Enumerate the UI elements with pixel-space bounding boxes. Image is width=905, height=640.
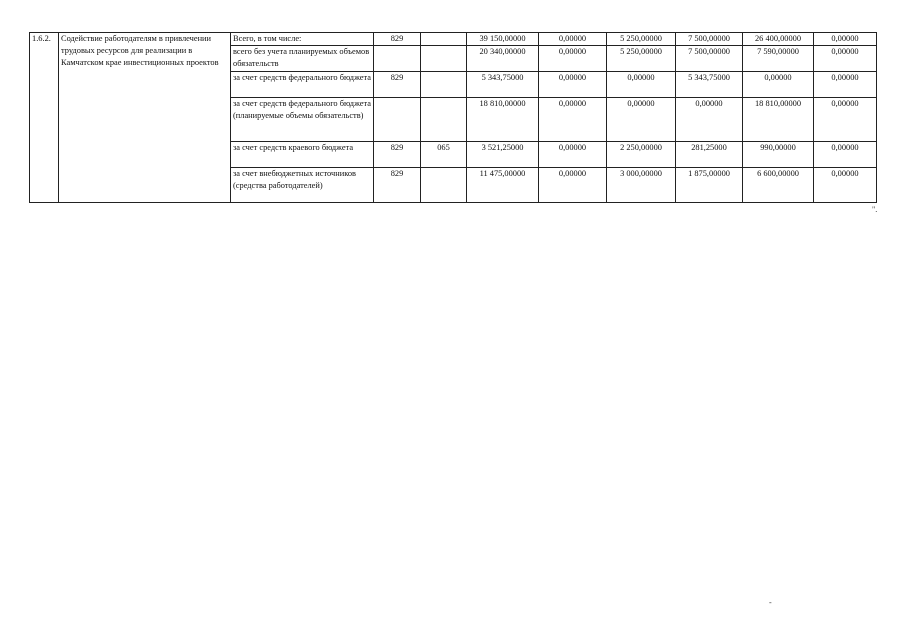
year-value-4: 0,00000 xyxy=(743,72,814,98)
year-value-2: 2 250,00000 xyxy=(607,142,676,168)
year-value-5: 0,00000 xyxy=(814,72,877,98)
year-value-3: 7 500,00000 xyxy=(676,46,743,72)
year-value-3: 1 875,00000 xyxy=(676,168,743,203)
year-value-3: 281,25000 xyxy=(676,142,743,168)
funding-source-label: Всего, в том числе: xyxy=(231,33,374,46)
year-value-5: 0,00000 xyxy=(814,168,877,203)
year-value-1: 0,00000 xyxy=(539,168,607,203)
year-value-5: 0,00000 xyxy=(814,142,877,168)
year-value-4: 18 810,00000 xyxy=(743,98,814,142)
program-code xyxy=(421,33,467,46)
year-value-4: 6 600,00000 xyxy=(743,168,814,203)
footer-dash-mark: - xyxy=(769,598,772,607)
year-value-2: 0,00000 xyxy=(607,98,676,142)
year-value-1: 0,00000 xyxy=(539,72,607,98)
budget-table xyxy=(29,32,877,203)
year-value-2: 5 250,00000 xyxy=(607,33,676,46)
table-row xyxy=(30,33,877,46)
year-value-3: 5 343,75000 xyxy=(676,72,743,98)
total-value: 11 475,00000 xyxy=(467,168,539,203)
year-value-3: 7 500,00000 xyxy=(676,33,743,46)
grbs-code: 829 xyxy=(374,142,421,168)
year-value-1: 0,00000 xyxy=(539,46,607,72)
funding-source-label: за счет средств краевого бюджета xyxy=(231,142,374,168)
year-value-5: 0,00000 xyxy=(814,33,877,46)
year-value-5: 0,00000 xyxy=(814,46,877,72)
funding-source-label: за счет средств федерального бюджета xyxy=(231,72,374,98)
total-value: 3 521,25000 xyxy=(467,142,539,168)
grbs-code xyxy=(374,46,421,72)
year-value-4: 26 400,00000 xyxy=(743,33,814,46)
funding-source-label: за счет внебюджетных источников (средства работодателей) xyxy=(231,168,374,203)
total-value: 18 810,00000 xyxy=(467,98,539,142)
grbs-code: 829 xyxy=(374,33,421,46)
total-value: 39 150,00000 xyxy=(467,33,539,46)
year-value-1: 0,00000 xyxy=(539,98,607,142)
grbs-code: 829 xyxy=(374,72,421,98)
program-code: 065 xyxy=(421,142,467,168)
year-value-2: 5 250,00000 xyxy=(607,46,676,72)
grbs-code: 829 xyxy=(374,168,421,203)
year-value-1: 0,00000 xyxy=(539,142,607,168)
closing-quote-mark: ". xyxy=(872,205,878,214)
year-value-4: 990,00000 xyxy=(743,142,814,168)
program-code xyxy=(421,72,467,98)
year-value-1: 0,00000 xyxy=(539,33,607,46)
measure-title: Содействие работодателям в привлечении трудовых ресурсов для реализации в Камчатском крае инвестиционных проектов xyxy=(59,33,231,203)
funding-source-label: за счет средств федерального бюджета (планируемые объемы обязательств) xyxy=(231,98,374,142)
program-code xyxy=(421,46,467,72)
funding-source-label: всего без учета планируемых объемов обязательств xyxy=(231,46,374,72)
year-value-2: 0,00000 xyxy=(607,72,676,98)
year-value-2: 3 000,00000 xyxy=(607,168,676,203)
measure-number: 1.6.2. xyxy=(30,33,59,203)
program-code xyxy=(421,168,467,203)
year-value-4: 7 590,00000 xyxy=(743,46,814,72)
grbs-code xyxy=(374,98,421,142)
year-value-5: 0,00000 xyxy=(814,98,877,142)
total-value: 5 343,75000 xyxy=(467,72,539,98)
year-value-3: 0,00000 xyxy=(676,98,743,142)
program-code xyxy=(421,98,467,142)
total-value: 20 340,00000 xyxy=(467,46,539,72)
